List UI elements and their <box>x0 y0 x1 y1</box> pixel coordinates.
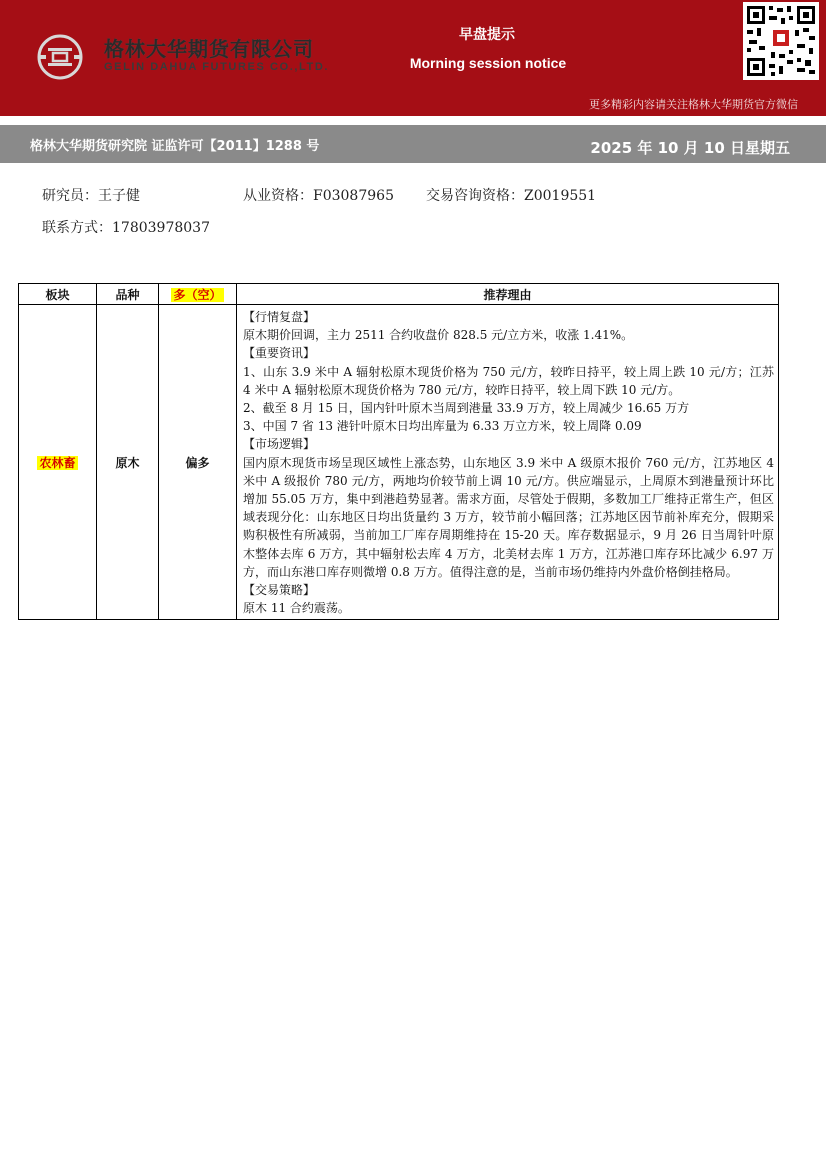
strategy-text: 原木 11 合约震荡。 <box>243 601 350 616</box>
report-date: 2025 年 10 月 10 日星期五 <box>590 139 790 157</box>
section-heading-review: 【行情复盘】 <box>243 310 316 324</box>
table-header-row <box>19 284 779 305</box>
cell-reason <box>237 305 779 620</box>
header-banner <box>0 0 826 116</box>
cell-sector <box>19 305 97 620</box>
report-title-en: Morning session notice <box>409 55 567 71</box>
institute-license: 格林大华期货研究院 证监许可【2011】1288 号 <box>30 139 320 154</box>
direction-header-label: 多（空） <box>173 287 222 302</box>
cell-direction: 偏多 <box>159 305 237 620</box>
news-item-2: 2、截至 8 月 15 日，国内针叶原木当周到港量 33.9 万方，较上周减少 16.65 万方 <box>243 401 690 416</box>
table-row <box>19 305 779 620</box>
company-name-en: GELIN DAHUA FUTURES CO.,LTD. <box>104 61 330 73</box>
consult-qualification: 交易咨询资格：Z0019551 <box>426 188 597 204</box>
recommendation-table <box>18 283 779 620</box>
researcher-name: 研究员：王子健 <box>42 188 140 204</box>
cell-variety: 原木 <box>97 305 159 620</box>
header-reason: 推荐理由 <box>237 284 779 305</box>
sector-label: 农林畜 <box>39 455 76 470</box>
section-heading-strategy: 【交易策略】 <box>243 583 316 598</box>
contact-info: 联系方式：17803978037 <box>42 220 210 236</box>
company-logo-icon <box>34 33 86 81</box>
header-variety: 品种 <box>97 284 159 305</box>
company-name-cn: 格林大华期货有限公司 <box>104 37 314 61</box>
practice-qualification: 从业资格：F03087965 <box>243 188 394 204</box>
news-item-3: 3、中国 7 省 13 港针叶原木日均出库量为 6.33 万立方米，较上周降 0.09 <box>243 419 642 434</box>
section-heading-news: 【重要资讯】 <box>243 346 316 361</box>
section-heading-logic: 【市场逻辑】 <box>243 437 316 452</box>
header-direction <box>159 284 237 305</box>
logic-text: 国内原木现货市场呈现区域性上涨态势，山东地区 3.9 米中 A 级原木报价 760 元/方，江苏地区 4 米中 A 级报价 780 元/方，两地均价较节前上调 10 元/方。供应端显示，上周原木到港量预计环比增加 55.05 万方，集中到港趋势显著。需求方面，尽管处于假期，多数加工厂维持正常生产，但区域表现分化：山东地区日均出货量约 3 万方，较节前小幅回落；江苏地区因节前补库充分，假期采购积极性有所减弱，当前加工厂库存周期维持在 15-20 天。库存数据显示，9 月 26 日当周针叶原木整体去库 6 万方，其中辐射松去库 4 万方，北美材去库 1 万方，江苏港口库存环比减少 6.97 万方，而山东港口库存则微增 0.8 万方。值得注意的是，当前市场仍维持内外盘价格倒挂格局。 <box>243 455 774 579</box>
wechat-qr-code-icon <box>743 2 819 80</box>
follow-wechat-text: 更多精彩内容请关注格林大华期货官方微信 <box>589 98 798 111</box>
news-item-1: 1、山东 3.9 米中 A 辐射松原木现货价格为 750 元/方，较昨日持平，较上周上跌 10 元/方；江苏 4 米中 A 辐射松原木现货价格为 780 元/方，较昨日持平，较上周下跌 10 元/方。 <box>243 364 774 397</box>
report-title-cn: 早盘提示 <box>459 27 515 43</box>
review-text: 原木期价回调，主力 2511 合约收盘价 828.5 元/立方米，收涨 1.41%。 <box>243 328 634 343</box>
header-sector: 板块 <box>19 284 97 305</box>
